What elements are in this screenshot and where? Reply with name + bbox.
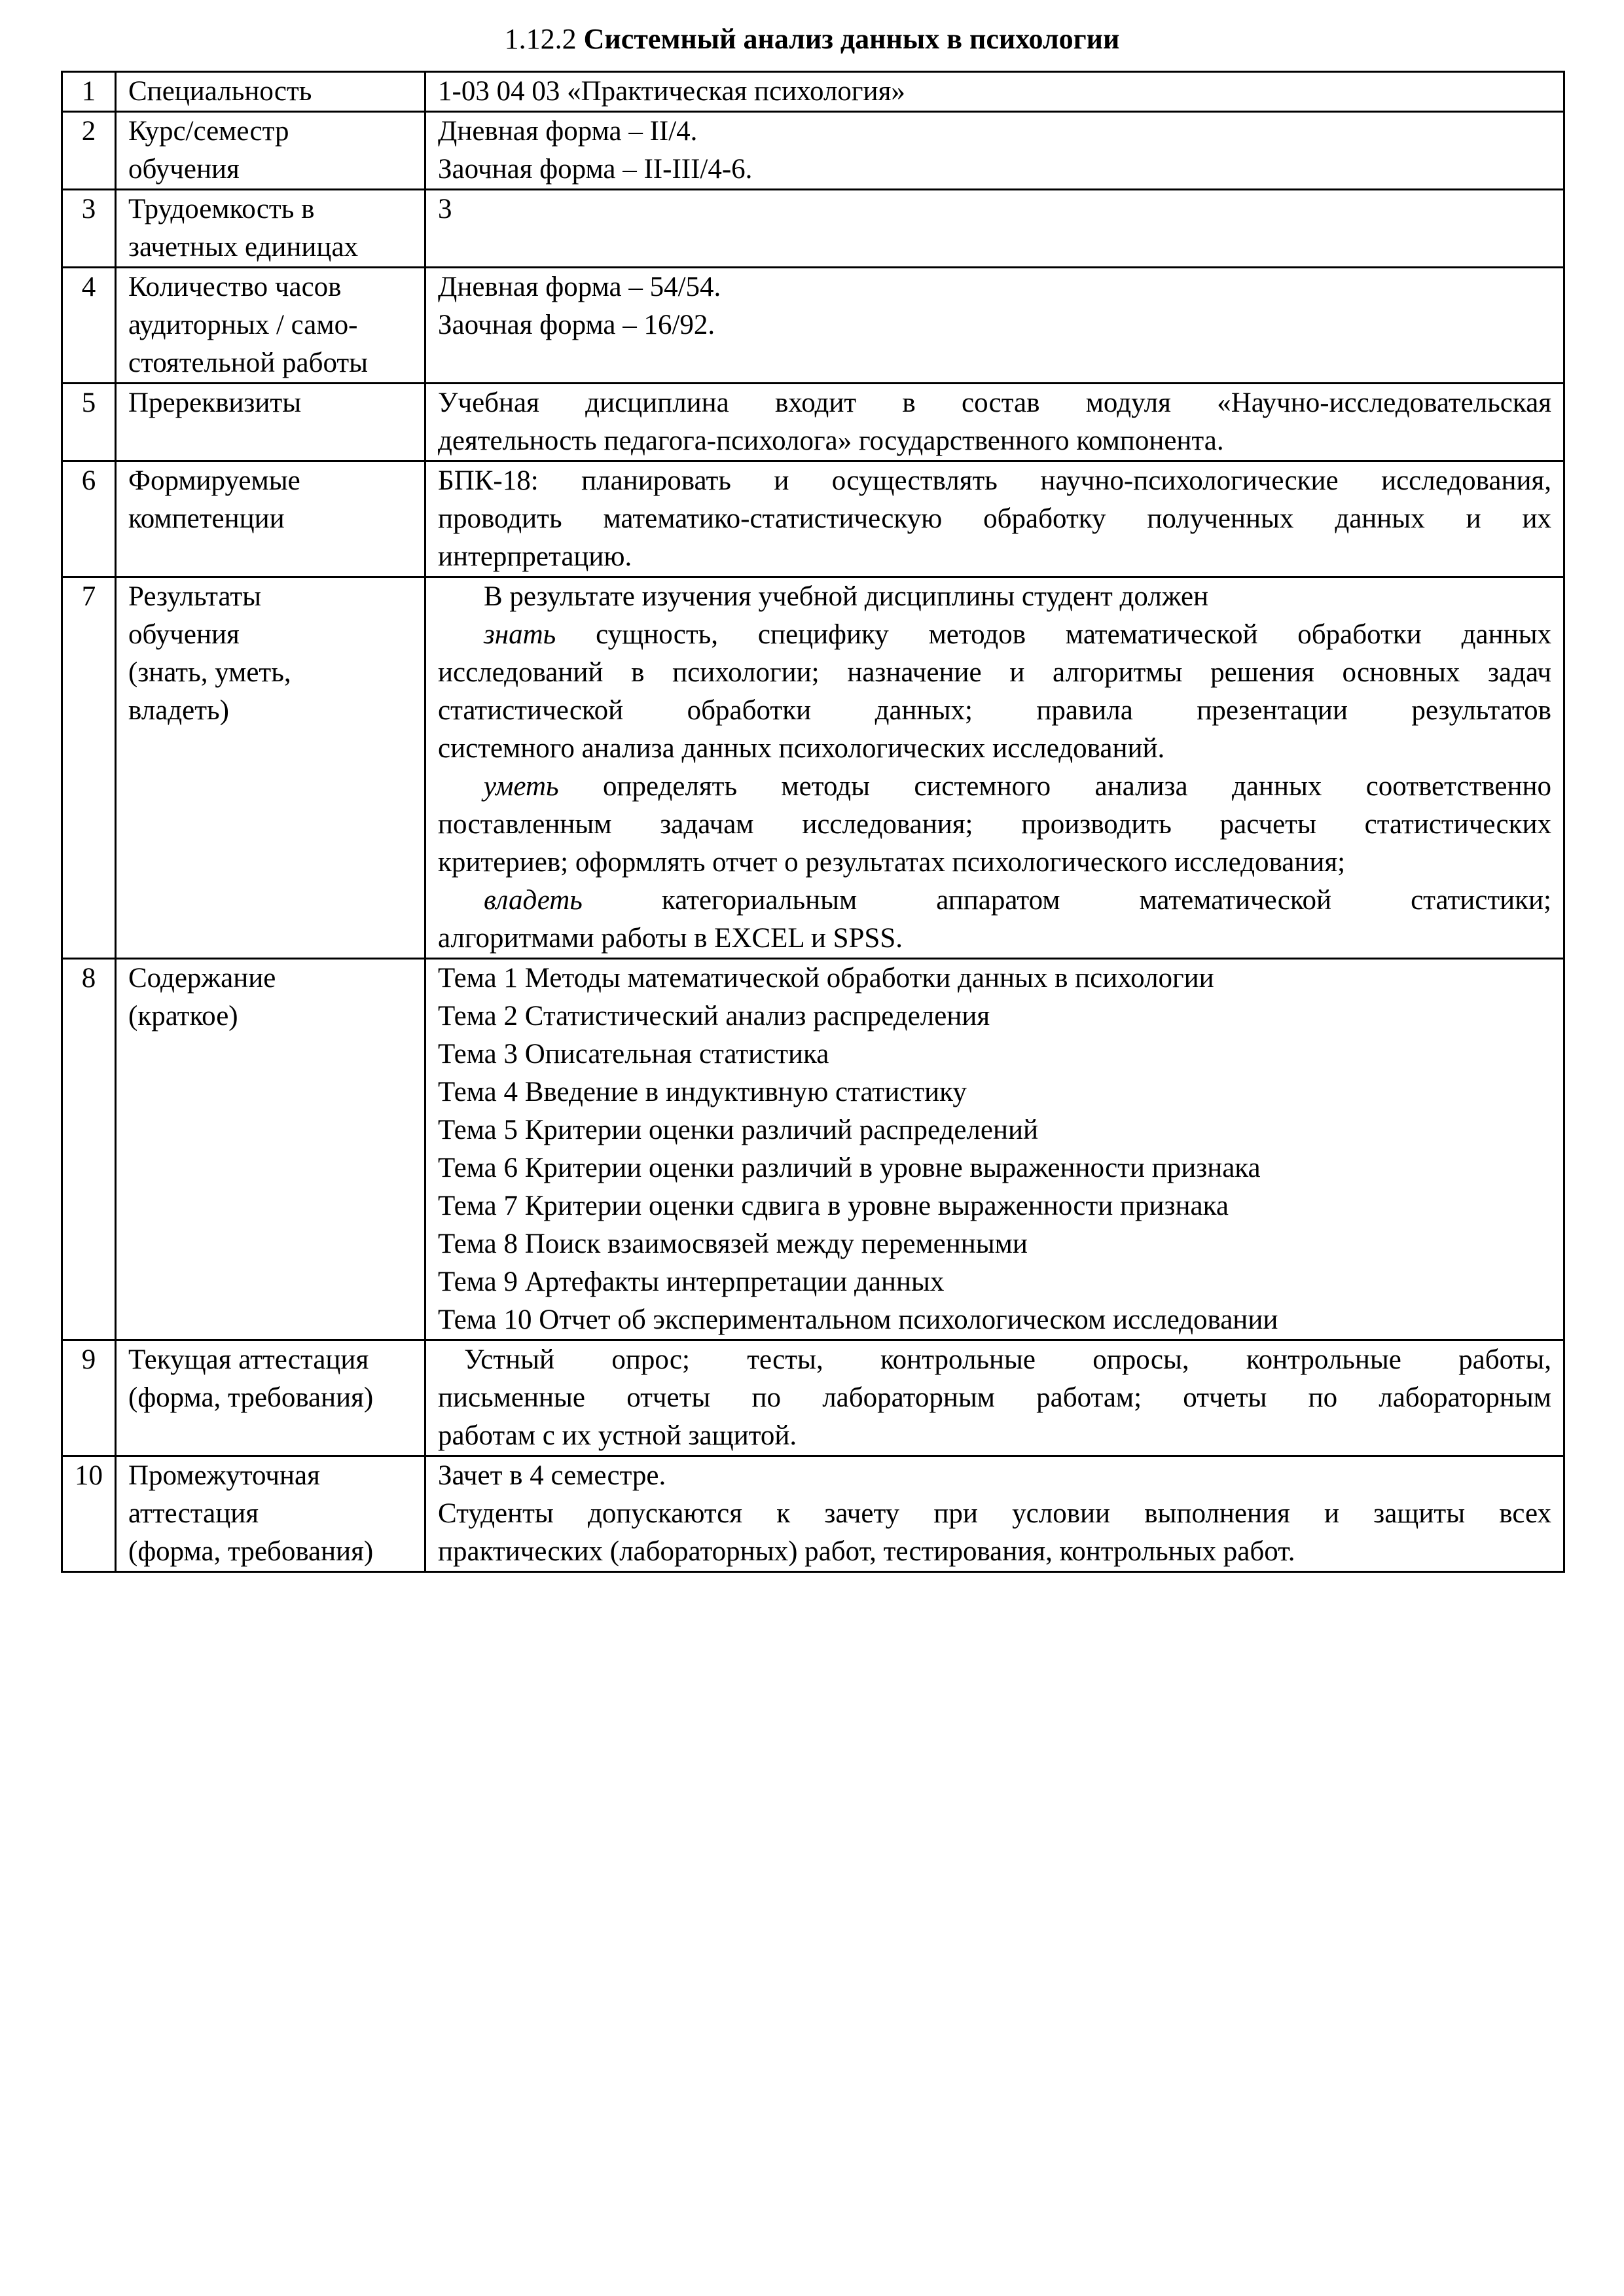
row-number: 8 <box>62 959 116 1340</box>
row-label: Результаты обучения (знать, уметь, владеть) <box>116 577 425 959</box>
row-label: Количество часов аудиторных / само- стоятельной работы <box>116 268 425 384</box>
own-line: владеть категориальным аппаратом математической статистики; <box>484 885 1551 916</box>
table-row <box>62 112 1564 190</box>
can-lead: уметь <box>484 771 559 802</box>
row-value: 1-03 04 03 «Практическая психология» <box>425 72 1564 112</box>
topic-item: Тема 9 Артефакты интерпретации данных <box>438 1266 945 1297</box>
row-value: Дневная форма – 54/54. Заочная форма – 16/92. <box>425 268 1564 384</box>
row-number: 7 <box>62 577 116 959</box>
row-value: Дневная форма – II/4. Заочная форма – II-III/4-6. <box>425 112 1564 190</box>
row-value: Устный опрос; тесты, контрольные опросы, контрольные работы, письменные отчеты по лабораторным работам; отчеты по лабораторным работам с их устной защитой. <box>425 1340 1564 1456</box>
row-label: Текущая аттестация (форма, требования) <box>116 1340 425 1456</box>
row-number: 2 <box>62 112 116 190</box>
table-row <box>62 1456 1564 1572</box>
page-title <box>0 20 1624 59</box>
row-label: Специальность <box>116 72 425 112</box>
row-label: Промежуточная аттестация (форма, требования) <box>116 1456 425 1572</box>
document-title: Системный анализ данных в психологии <box>583 23 1120 55</box>
table-row <box>62 1340 1564 1456</box>
outcomes-intro: В результате изучения учебной дисциплины студент должен <box>484 581 1209 612</box>
row-number: 10 <box>62 1456 116 1572</box>
table-row <box>62 384 1564 461</box>
row-label: Трудоемкость в зачетных единицах <box>116 190 425 268</box>
row-value: Зачет в 4 семестре. Студенты допускаются к зачету при условии выполнения и защиты всех практических (лабораторных) работ, тестирования, контрольных работ. <box>425 1456 1564 1572</box>
topic-item: Тема 7 Критерии оценки сдвига в уровне выраженности признака <box>438 1191 1229 1221</box>
topic-item: Тема 2 Статистический анализ распределения <box>438 1001 990 1031</box>
table-row <box>62 959 1564 1340</box>
section-number: 1.12.2 <box>504 23 577 55</box>
row-number: 5 <box>62 384 116 461</box>
can-line: уметь определять методы системного анализа данных соответственно <box>484 771 1551 802</box>
row-value: 3 <box>425 190 1564 268</box>
row-number: 6 <box>62 461 116 577</box>
row-label: Содержание (краткое) <box>116 959 425 1340</box>
know-lead: знать <box>484 619 556 650</box>
row-label: Курс/семестр обучения <box>116 112 425 190</box>
course-info-table <box>61 71 1565 1573</box>
topic-item: Тема 3 Описательная статистика <box>438 1039 829 1069</box>
topic-item: Тема 1 Методы математической обработки данных в психологии <box>438 963 1214 994</box>
topic-item: Тема 6 Критерии оценки различий в уровне выраженности признака <box>438 1153 1261 1183</box>
table-row <box>62 190 1564 268</box>
row-number: 1 <box>62 72 116 112</box>
row-number: 4 <box>62 268 116 384</box>
table-row <box>62 72 1564 112</box>
row-number: 9 <box>62 1340 116 1456</box>
topic-item: Тема 4 Введение в индуктивную статистику <box>438 1077 967 1107</box>
row-label: Формируемые компетенции <box>116 461 425 577</box>
own-lead: владеть <box>484 885 583 916</box>
topic-item: Тема 8 Поиск взаимосвязей между переменными <box>438 1229 1028 1259</box>
row-label: Пререквизиты <box>116 384 425 461</box>
table-row <box>62 268 1564 384</box>
table-row <box>62 577 1564 959</box>
topics-list <box>425 959 1564 1340</box>
row-value: БПК-18: планировать и осуществлять научно-психологические исследования, проводить математико-статистическую обработку полученных данных и их интерпретацию. <box>425 461 1564 577</box>
row-number: 3 <box>62 190 116 268</box>
row-value: Учебная дисциплина входит в состав модуля «Научно-исследовательская деятельность педагога-психолога» государственного компонента. <box>425 384 1564 461</box>
table-row <box>62 461 1564 577</box>
topic-item: Тема 5 Критерии оценки различий распределений <box>438 1115 1039 1145</box>
topic-item: Тема 10 Отчет об экспериментальном психологическом исследовании <box>438 1304 1278 1335</box>
know-line: знать сущность, специфику методов математической обработки данных <box>484 619 1551 650</box>
learning-outcomes: В результате изучения учебной дисциплины студент должен знать сущность, специфику методов математической обработки данных исследований в психологии; назначение и алгоритмы решения основных задач статистической обработки данных; правила презентации результатов системного анализа данных психологических исследований. уметь определять методы системного анализа данных соответственно поставленным задачам исследования; производить расчеты статистических критериев; оформлять отчет о результатах психологического исследования; владеть категориальным аппаратом математической статистики; алгоритмами работы в EXCEL и SPSS. <box>425 577 1564 959</box>
